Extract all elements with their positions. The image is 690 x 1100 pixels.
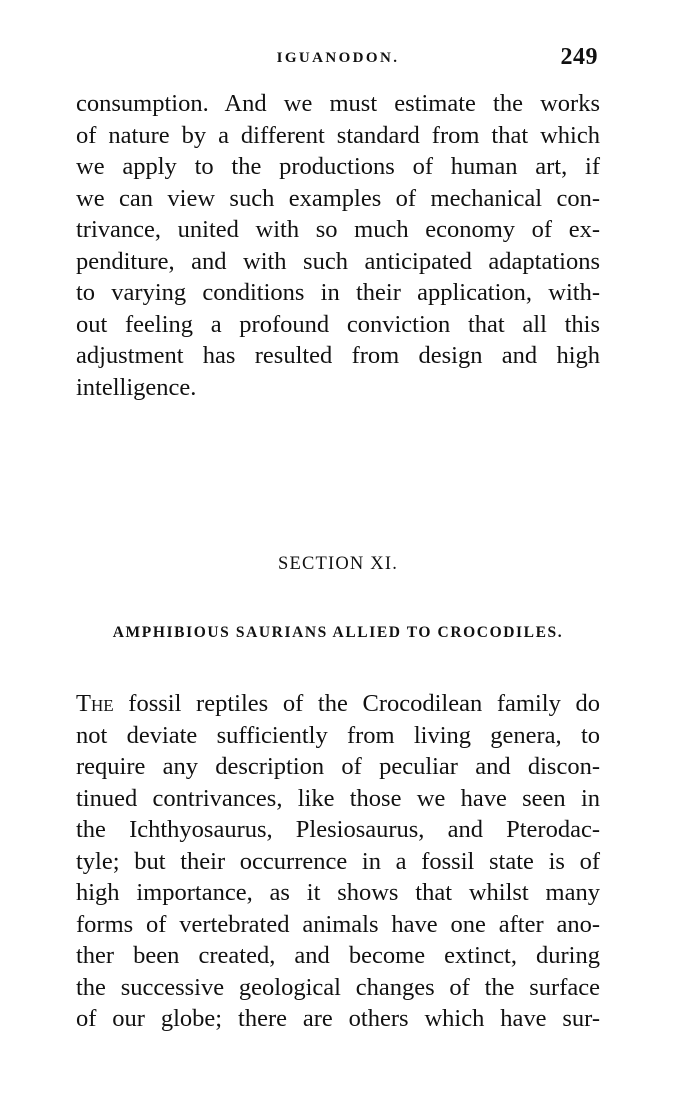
text-line: require any description of peculiar and discon- xyxy=(76,753,600,780)
text-line: trivance, united with so much economy of ex- xyxy=(76,216,600,243)
text-line: out feeling a profound conviction that all this xyxy=(76,310,600,338)
page-number: 249 xyxy=(560,44,598,70)
text-line: tinued contrivances, like those we have seen in xyxy=(76,784,600,812)
text-line: tyle; but their occurrence in a fossil state is of xyxy=(76,847,600,875)
text-line: to varying conditions in their application, with- xyxy=(76,279,600,306)
section-subtitle: AMPHIBIOUS SAURIANS ALLIED TO CROCODILES. xyxy=(112,624,564,641)
text-line: we apply to the productions of human art, if xyxy=(76,153,600,180)
text-line: forms of vertebrated animals have one after ano- xyxy=(76,910,600,938)
section-heading: SECTION XI. xyxy=(277,554,399,574)
text-line: not deviate sufficiently from living genera, to xyxy=(76,721,600,749)
running-title: IGUANODON. xyxy=(276,50,400,66)
paragraph-crocodilean xyxy=(76,688,600,1035)
text-line: the Ichthyosaurus, Plesiosaurus, and Pterodac- xyxy=(76,816,600,843)
text-line: penditure, and with such anticipated adaptations xyxy=(76,247,600,275)
paragraph-conclusion xyxy=(76,88,600,403)
drop-word: The xyxy=(76,690,114,717)
text-line: intelligence. xyxy=(76,373,197,401)
text-line: we can view such examples of mechanical con- xyxy=(76,184,600,212)
text-line: ther been created, and become extinct, during xyxy=(76,942,600,969)
text-line: of nature by a different standard from that which xyxy=(76,121,600,149)
text-line-first xyxy=(76,688,600,720)
text-line: high importance, as it shows that whilst many xyxy=(76,879,600,906)
first-line-text: fossil reptiles of the Crocodilean family do xyxy=(113,690,600,717)
text-line: consumption. And we must estimate the works xyxy=(76,90,600,117)
text-line: adjustment has resulted from design and high xyxy=(76,342,600,369)
text-line: the successive geological changes of the surface xyxy=(76,973,600,1001)
running-head xyxy=(76,44,600,80)
text-line: of our globe; there are others which have sur- xyxy=(76,1005,600,1032)
